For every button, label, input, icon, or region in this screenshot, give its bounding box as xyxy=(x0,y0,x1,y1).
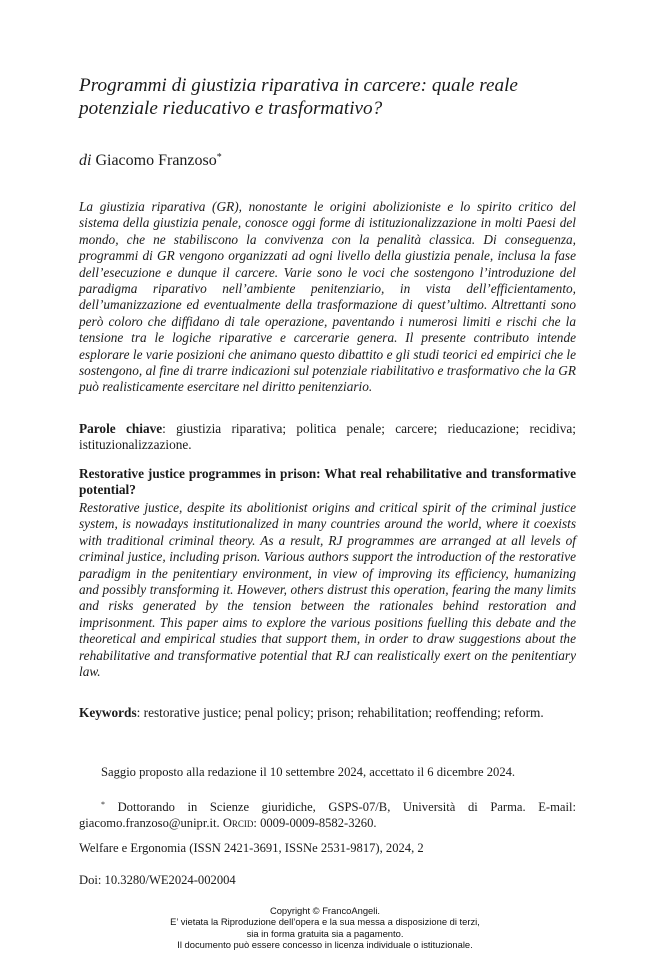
author-footnote xyxy=(79,797,576,831)
submission-dates: Saggio proposto alla redazione il 10 settembre 2024, accettato il 6 dicembre 2024. xyxy=(101,765,516,779)
author-name: Giacomo Franzoso xyxy=(95,152,217,169)
orcid-value: : 0009-0009-8582-3260. xyxy=(253,816,377,830)
keywords-english-list: : restorative justice; penal policy; prison; rehabilitation; reoffending; reform. xyxy=(136,705,544,720)
author-prefix: di xyxy=(79,152,92,169)
keywords-italian xyxy=(79,421,576,454)
footnote-marker: * xyxy=(101,800,105,809)
journal-info: Welfare e Ergonomia (ISSN 2421-3691, ISSNe 2531-9817), 2024, 2 xyxy=(79,841,424,855)
keywords-italian-list: : giustizia riparativa; politica penale; carcere; rieducazione; recidiva; istituzionalizzazione. xyxy=(79,421,576,453)
footnote-text: Dottorando in Scienze giuridiche, GSPS-07/B, Università di Parma. E-mail: giacomo.franzoso@unipr.it. xyxy=(79,800,576,830)
article-title: Programmi di giustizia riparativa in carcere: quale reale potenziale rieducativo e trasformativo? xyxy=(79,75,518,119)
author-footnote-marker: * xyxy=(216,152,222,163)
doi: Doi: 10.3280/WE2024-002004 xyxy=(79,873,236,887)
copyright-notice xyxy=(100,905,550,950)
keywords-italian-label: Parole chiave xyxy=(79,421,163,436)
copyright-line-3: sia in forma gratuita sia a pagamento. xyxy=(246,927,404,939)
orcid-label: Orcid xyxy=(222,816,254,830)
author-line xyxy=(79,148,222,171)
abstract-english: Restorative justice, despite its abolitionist origins and critical spirit of the criminal justice system, is nowadays institutionalized in many countries around the world, where it coexists with traditional criminal theory. As a result, RJ programmes are arranged at all levels of criminal justice, including prison. Various authors support the introduction of the restorative paradigm in the penitentiary environment, in view of improving its efficiency, humanizing and possibly transforming it. However, others distrust this operation, fearing the many limits and risks generated by the tension between the rationales behind restoration and imprisonment. This paper aims to explore the various positions fuelling this debate and the theoretical and empirical studies that support them, in order to draw suggestions about the rehabilitative and transformative potential that RJ can realistically exert on the penitentiary law. xyxy=(79,500,576,680)
english-title: Restorative justice programmes in prison: What real rehabilitative and transformative potential? xyxy=(79,466,576,498)
abstract-italian: La giustizia riparativa (GR), nonostante le origini abolizioniste e lo spirito critico del sistema della giustizia penale, conosce oggi forme di istituzionalizzazione in molti Paesi del mondo, che ne stabiliscono la convivenza con la penalità classica. Di conseguenza, programmi di GR vengono organizzati ad ogni livello della giustizia penale, inclusa la fase dell’esecuzione e dunque il carcere. Varie sono le voci che sostengono l’introduzione del paradigma riparativo nell’ambiente penitenziario, in vista dell’efficientamento, dell’umanizzazione ed eventualmente della trasformazione di quest’ultimo. Altrettanti sono però coloro che diffidano di tale operazione, paventando i numerosi limiti e rischi che la tensione tra le logiche riparative e carcerarie genera. Il presente contributo intende esplorare le varie posizioni che animano questo dibattito e gli studi teorici ed empirici che le sostengono, al fine di trarre indicazioni sul potenziale riabilitativo e trasformativo che la GR può realisticamente esercitare nel diritto penitenziario. xyxy=(79,199,576,395)
copyright-line-4: Il documento può essere concesso in licenza individuale o istituzionale. xyxy=(177,938,473,950)
copyright-line-2: E’ vietata la Riproduzione dell’opera e la sua messa a disposizione di terzi, xyxy=(170,916,480,928)
keywords-english-label: Keywords xyxy=(79,705,137,720)
copyright-line-1: Copyright © FrancoAngeli. xyxy=(269,905,381,916)
keywords-english xyxy=(79,705,576,721)
